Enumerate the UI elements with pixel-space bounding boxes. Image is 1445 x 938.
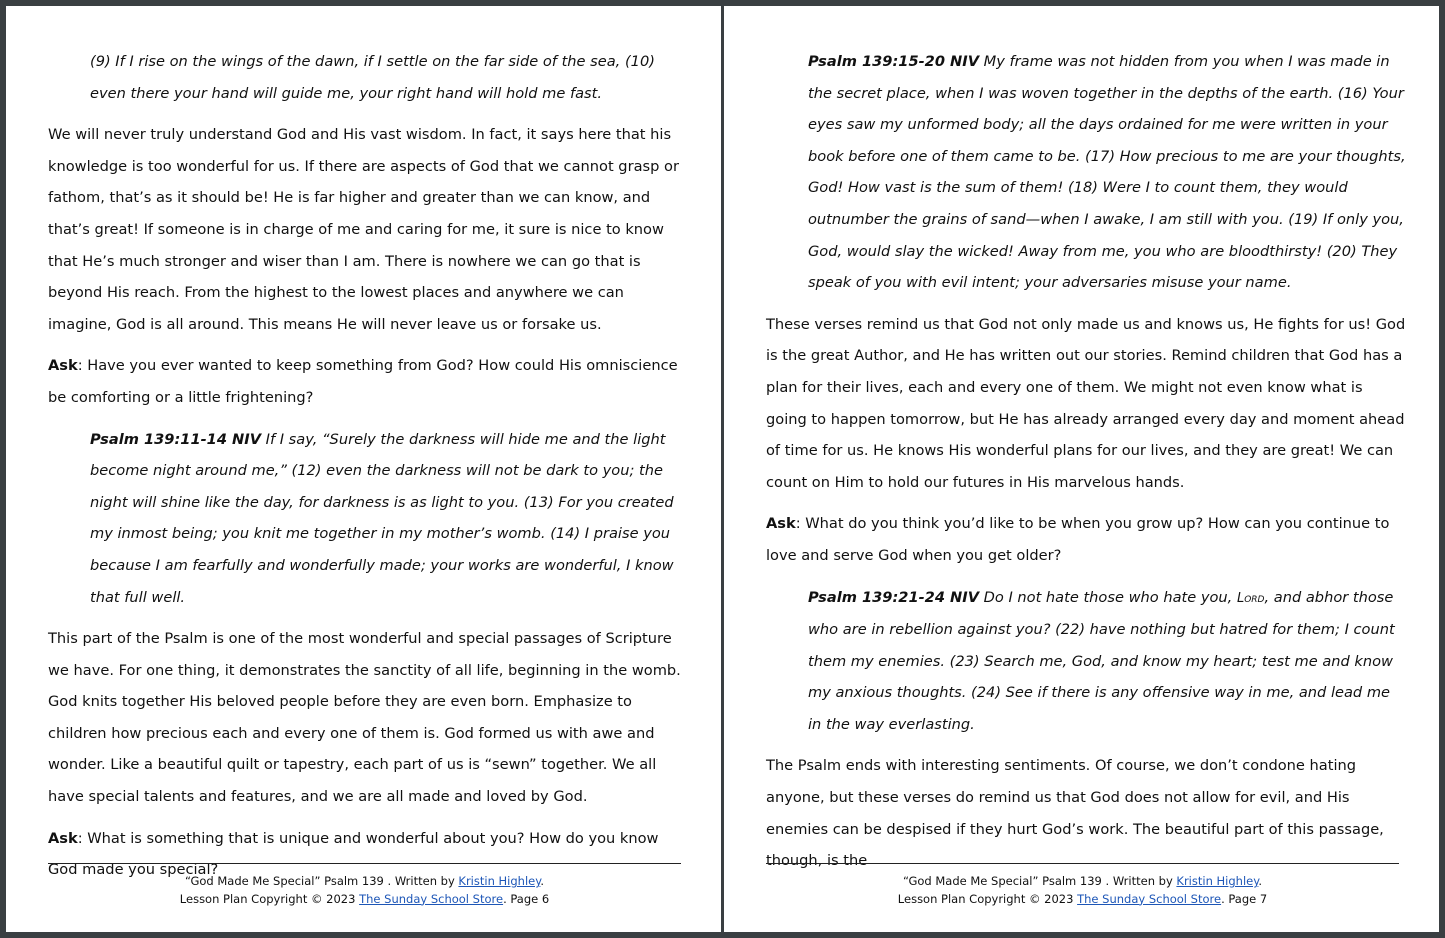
scripture-reference: Psalm 139:11-14 NIV (90, 430, 261, 448)
scripture-quote: (9) If I rise on the wings of the dawn, if I settle on the far side of the sea, (10) even there your hand will guide me, your right hand will hold me fast. (90, 53, 655, 102)
lord-smallcaps: Lord (1236, 590, 1265, 606)
body-paragraph: The Psalm ends with interesting sentiments. Of course, we don’t condone hating anyone, but these verses do remind us that God does not allow for evil, and His enemies can be despised if they hurt God’s work. The beautiful part of this passage, though, is the (766, 757, 1384, 870)
footer-dot: . (540, 874, 545, 888)
document-page-7 (724, 6, 1439, 932)
ask-label: Ask (48, 357, 78, 375)
ask-text: : What do you think you’d like to be when you grow up? How can you continue to love and serve God when you get older? (766, 515, 1390, 564)
footer-line-1 (766, 873, 1399, 891)
footer-page-number: . Page 6 (503, 891, 550, 906)
ask-text: : Have you ever wanted to keep something from God? How could His omniscience be comforting or a little frightening? (48, 357, 678, 406)
body-paragraph: These verses remind us that God not only made us and knows us, He fights for us! God is the great Author, and He has written out our stories. Remind children that God has a plan for their lives, each and every one of them. We might not even know what is going to happen tomorrow, but He has already arranged every day and moment ahead of time for us. He knows His wonderful plans for our lives, and they are great! We can count on Him to hold our futures in His marvelous hands. (766, 315, 1406, 491)
footer-line-2 (766, 891, 1399, 909)
page-content (766, 46, 1406, 887)
scripture-text: Do I not hate those who hate you, (979, 588, 1237, 606)
footer-page-number: . Page 7 (1221, 891, 1268, 906)
footer-copyright: Lesson Plan Copyright © 2023 (179, 891, 360, 906)
footer-dot: . (1258, 874, 1263, 888)
page-footer (48, 863, 681, 908)
scripture-text: If I say, “Surely the darkness will hide me and the light become night around me,” (12) even the darkness will not be dark to you; the night will shine like the day, for darkness is as light to you. (13) For you created my inmost being; you knit me together in my mother’s womb. (14) I praise you because I am fearfully and wonderfully made; your works are wonderful, I know that full well. (90, 430, 674, 606)
page-content (48, 46, 688, 896)
ask-label: Ask (48, 829, 78, 847)
store-link[interactable]: The Sunday School Store (359, 891, 504, 906)
scripture-reference: Psalm 139:15-20 NIV (808, 53, 979, 70)
footer-line-1 (48, 873, 681, 891)
scripture-text: , and abhor those who are in rebellion against you? (22) have nothing but hatred for them; I count them my enemies. (23) Search me, God, and know my heart; test me and know my anxious thoughts. (24) See if there is any offensive way in me, and lead me in the way everlasting. (808, 588, 1395, 733)
ask-label: Ask (766, 515, 796, 533)
footer-title: “God Made Me Special” Psalm 139 . Written by (184, 874, 459, 888)
footer-title: “God Made Me Special” Psalm 139 . Written by (902, 874, 1177, 888)
scripture-reference: Psalm 139:21-24 NIV (808, 588, 979, 606)
author-link[interactable]: Kristin Highley (458, 874, 541, 888)
ask-question (48, 350, 688, 413)
store-link[interactable]: The Sunday School Store (1077, 891, 1222, 906)
ask-question (766, 508, 1406, 571)
body-paragraph: We will never truly understand God and His vast wisdom. In fact, it says here that his knowledge is too wonderful for us. If there are aspects of God that we cannot grasp or fathom, that’s as it should be! He is far higher and greater than we can know, and that’s great! If someone is in charge of me and caring for me, it sure is nice to know that He’s much stronger and wiser than I am. There is nowhere we can go that is beyond His reach. From the highest to the lowest places and anywhere we can imagine, God is all around. This means He will never leave us or forsake us. (48, 126, 679, 333)
document-page-6 (6, 6, 721, 932)
footer-copyright: Lesson Plan Copyright © 2023 (897, 891, 1078, 906)
body-paragraph: This part of the Psalm is one of the most wonderful and special passages of Scripture we have. For one thing, it demonstrates the sanctity of all life, beginning in the womb. God knits together His beloved people before they are even born. Emphasize to children how precious each and every one of them is. God formed us with awe and wonder. Like a beautiful quilt or tapestry, each part of us is “sewn” together. We all have special talents and features, and we are all made and loved by God. (48, 630, 681, 806)
ask-text: : What is something that is unique and wonderful about you? How do you know God made you special? (48, 829, 659, 879)
scripture-text: My frame was not hidden from you when I was made in the secret place, when I was woven together in the depths of the earth. (16) Your eyes saw my unformed body; all the days ordained for me were written in your book before one of them came to be. (17) How precious to me are your thoughts, God! How vast is the sum of them! (18) Were I to count them, they would outnumber the grains of sand—when I awake, I am still with you. (19) If only you, God, would slay the wicked! Away from me, you who are bloodthirsty! (20) They speak of you with evil intent; your adversaries misuse your name. (808, 53, 1406, 292)
author-link[interactable]: Kristin Highley (1176, 874, 1259, 888)
scripture-quote (808, 46, 1406, 299)
scripture-quote (90, 424, 688, 614)
page-footer (766, 863, 1399, 908)
footer-line-2 (48, 891, 681, 909)
scripture-quote (808, 582, 1406, 741)
